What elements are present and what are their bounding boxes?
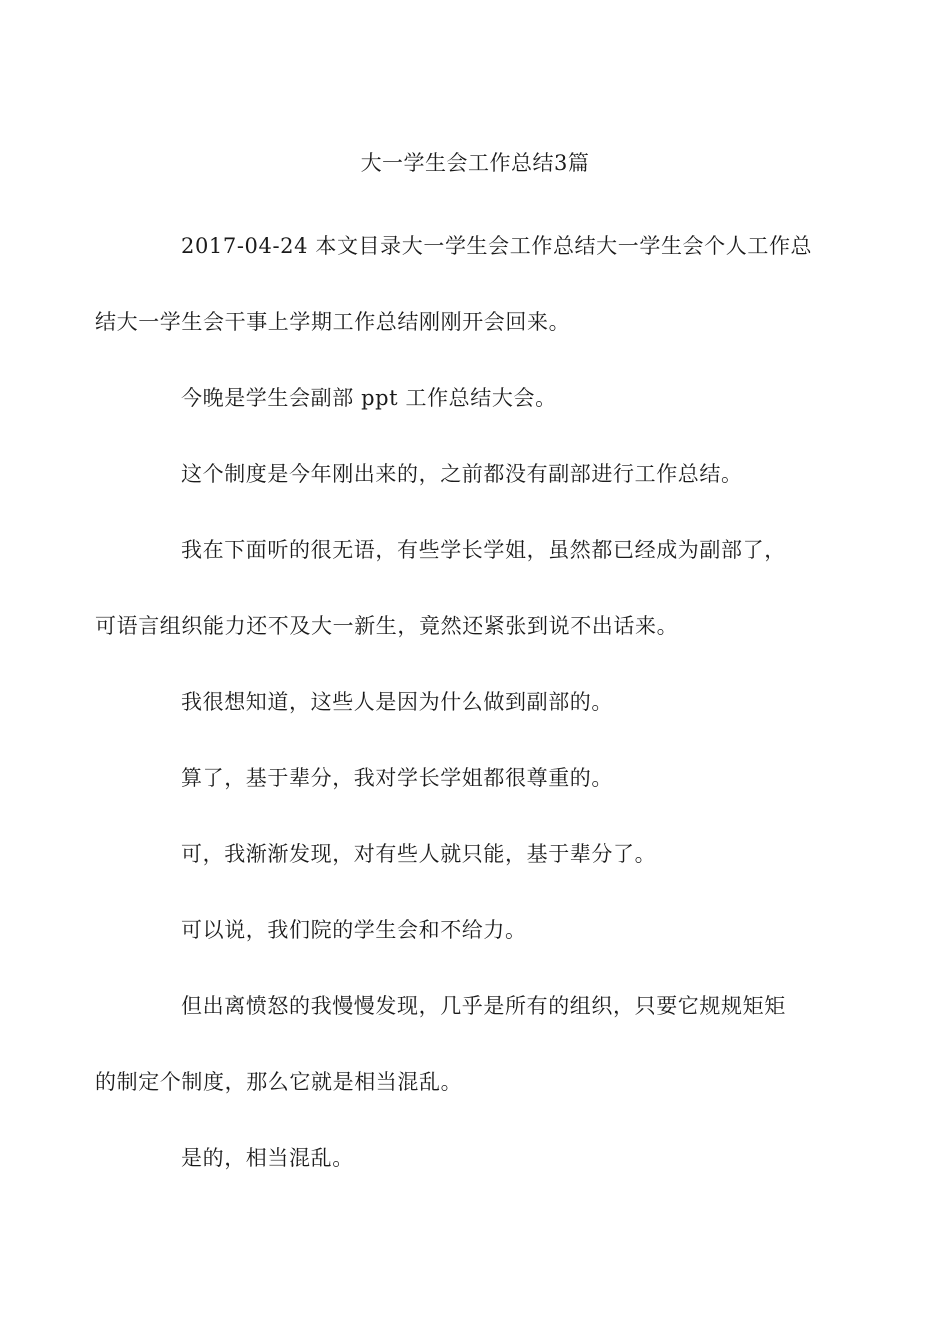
document-title: 大一学生会工作总结3篇 bbox=[360, 151, 590, 175]
paragraph-line: 我在下面听的很无语，有些学长学姐，虽然都已经成为副部了， bbox=[181, 538, 786, 562]
paragraph-3 bbox=[138, 436, 818, 512]
paragraph-10 bbox=[138, 1120, 818, 1196]
paragraph-line: 可语言组织能力还不及大一新生，竟然还紧张到说不出话来。 bbox=[95, 614, 679, 638]
paragraph-4 bbox=[95, 512, 818, 664]
paragraph-6 bbox=[138, 740, 818, 816]
document-body bbox=[95, 208, 818, 1196]
paragraph-line: 结大一学生会干事上学期工作总结刚刚开会回来。 bbox=[95, 310, 571, 334]
paragraph-2 bbox=[138, 360, 818, 436]
paragraph-line: 但出离愤怒的我慢慢发现，几乎是所有的组织，只要它规规矩矩 bbox=[181, 994, 786, 1018]
paragraph-5 bbox=[138, 664, 818, 740]
paragraph-line: 2017-04-24 本文目录大一学生会工作总结大一学生会个人工作总 bbox=[181, 234, 813, 258]
paragraph-line: 我很想知道，这些人是因为什么做到副部的。 bbox=[181, 690, 613, 714]
paragraph-8 bbox=[138, 892, 818, 968]
paragraph-line: 是的，相当混乱。 bbox=[181, 1146, 354, 1170]
paragraph-line: 算了，基于辈分，我对学长学姐都很尊重的。 bbox=[181, 766, 613, 790]
paragraph-1 bbox=[95, 208, 818, 360]
paragraph-line: 的制定个制度，那么它就是相当混乱。 bbox=[95, 1070, 463, 1094]
paragraph-9 bbox=[95, 968, 818, 1120]
paragraph-line: 这个制度是今年刚出来的，之前都没有副部进行工作总结。 bbox=[181, 462, 743, 486]
paragraph-7 bbox=[138, 816, 818, 892]
paragraph-line: 可，我渐渐发现，对有些人就只能，基于辈分了。 bbox=[181, 842, 657, 866]
paragraph-line: 今晚是学生会副部 ppt 工作总结大会。 bbox=[181, 386, 557, 410]
paragraph-line: 可以说，我们院的学生会和不给力。 bbox=[181, 918, 527, 942]
